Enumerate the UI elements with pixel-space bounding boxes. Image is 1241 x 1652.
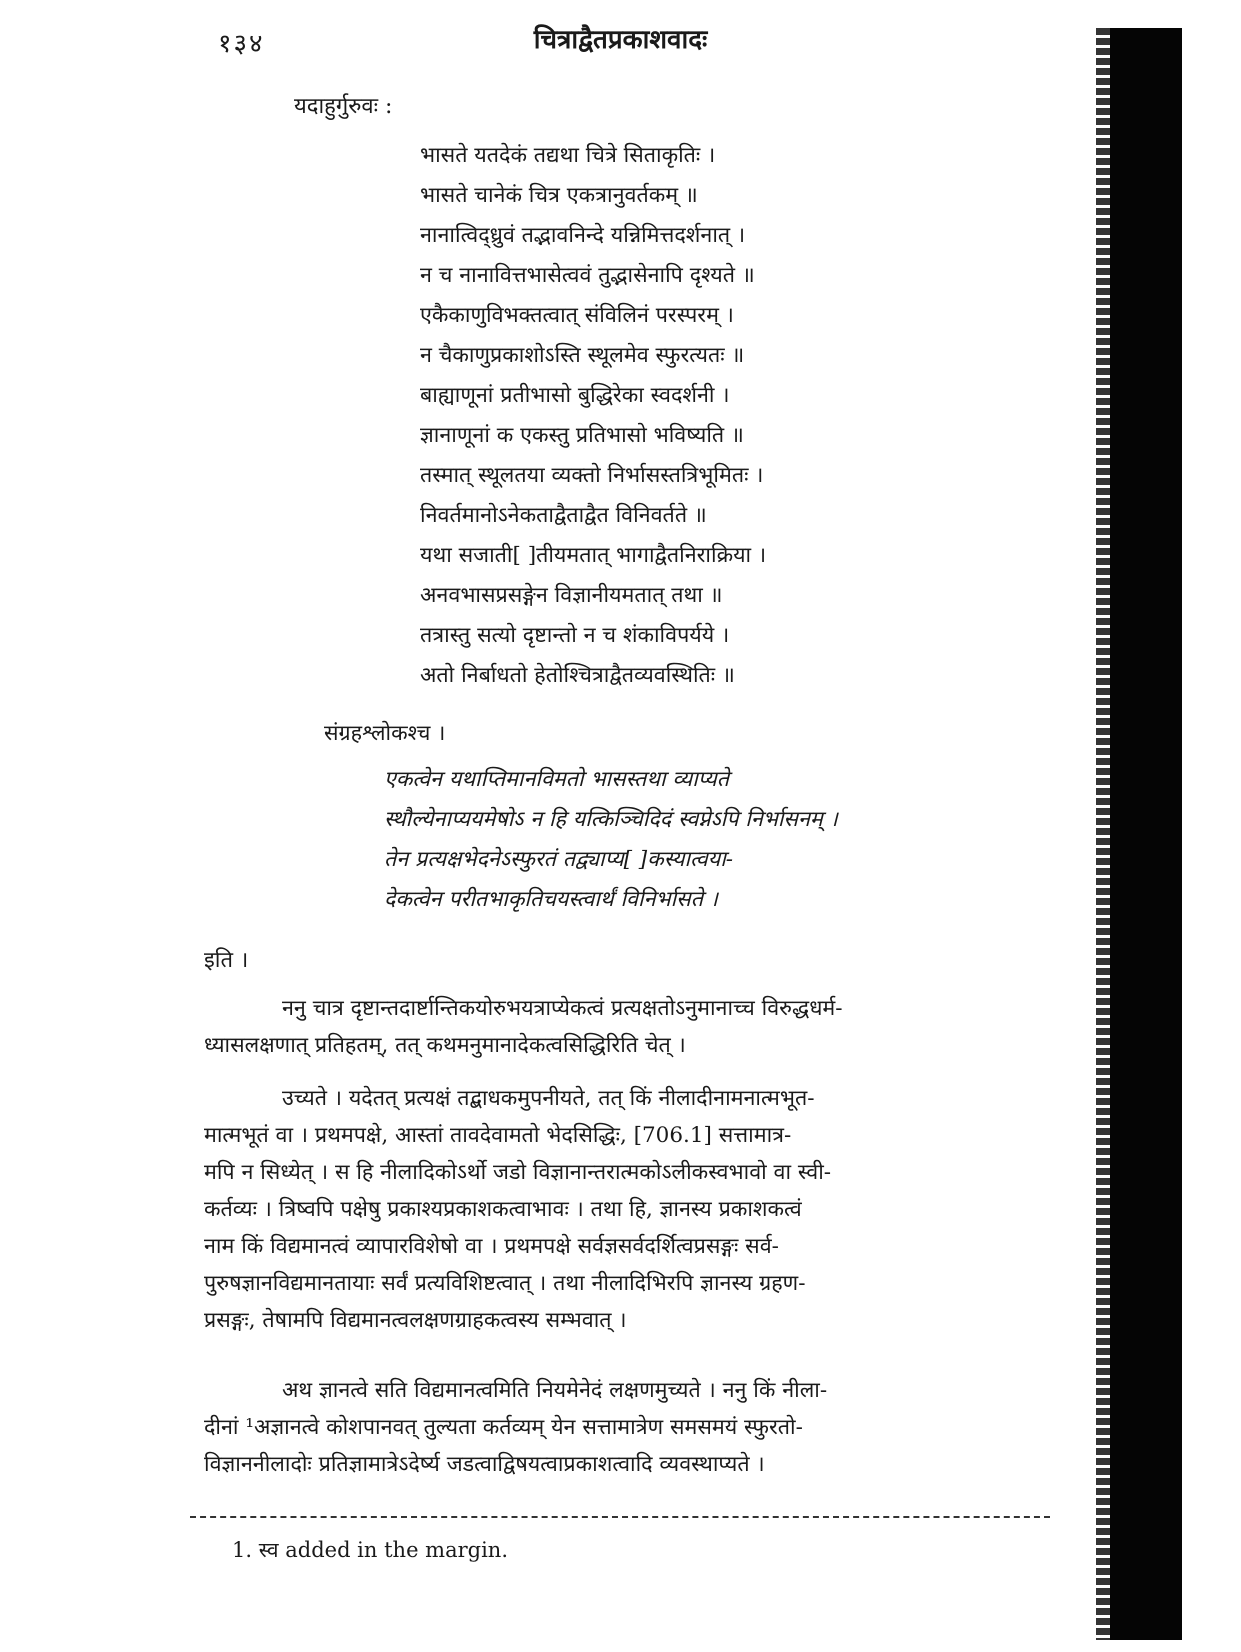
running-head: चित्राद्वैतप्रकाशवादः (533, 25, 708, 55)
verse-line: यथा सजाती[ ]तीयमतात् भागाद्वैतनिराक्रिया । (420, 543, 767, 568)
verse-line: नानात्विद्ध्रुवं तद्भावनिन्दे यन्निमित्तदर्शनात् । (420, 223, 746, 248)
verse-line: निवर्तमानोऽनेकताद्वैताद्वैत विनिवर्तते ॥ (420, 503, 707, 528)
prose-line: कर्तव्यः । त्रिष्वपि पक्षेषु प्रकाश्यप्रकाशकत्वाभावः । तथा हि, ज्ञानस्य प्रकाशकत्वं (204, 1197, 802, 1222)
paragraph-3 (204, 1372, 1082, 1483)
prose-line: प्रसङ्गः, तेषामपि विद्यमानत्वलक्षणग्राहकत्वस्य सम्भवात् । (204, 1308, 627, 1333)
verse-block (420, 136, 766, 696)
verse-line: तस्मात् स्थूलतया व्यक्तो निर्भासस्तत्रिभूमितः । (420, 463, 764, 488)
verse-line: बाह्याणूनां प्रतीभासो बुद्धिरेका स्वदर्शनी । (420, 383, 730, 408)
prose-line: विज्ञाननीलादोः प्रतिज्ञामात्रेऽदेर्ष्य जडत्वाद्विषयत्वाप्रकाशत्वादि व्यवस्थाप्यते । (204, 1452, 765, 1477)
scan-binding-shadow (1110, 28, 1182, 1640)
prose-line: नाम किं विद्यमानत्वं व्यापारविशेषो वा । प्रथमपक्षे सर्वज्ञसर्वदर्शित्वप्रसङ्गः सर्व- (204, 1234, 779, 1259)
verse-line: अतो निर्बाधतो हेतोश्चित्राद्वैतव्यवस्थितिः ॥ (420, 663, 735, 688)
verse-line: तत्रास्तु सत्यो दृष्टान्तो न च शंकाविपर्यये । (420, 623, 730, 648)
prose-line: अथ ज्ञानत्वे सति विद्यमानत्वमिति नियमेनेदं लक्षणमुच्यते । ननु किं नीला- (282, 1378, 828, 1403)
verse-line: न च नानावित्तभासेत्ववं तुद्भासेनापि दृश्यते ॥ (420, 263, 755, 288)
prose-line: ध्यासलक्षणात् प्रतिहतम्, तत् कथमनुमानादेकत्वसिद्धिरिति चेत् । (204, 1033, 686, 1058)
verse-line: भासते यतदेकं तद्यथा चित्रे सिताकृतिः । (420, 143, 716, 168)
summary-verse-line: देकत्वेन परीतभाकृतिचयस्त्वार्थं विनिर्भासते । (384, 887, 718, 912)
page-number: १३४ (218, 29, 265, 59)
summary-verse-line: एकत्वेन यथाप्तिमानविमतो भासस्तथा व्याप्यते (384, 767, 730, 792)
footnote-rule (190, 1516, 1050, 1518)
footnote: 1. स्व added in the margin. (232, 1538, 508, 1562)
paragraph-2 (204, 1080, 1082, 1339)
prose-line: मात्मभूतं वा । प्रथमपक्षे, आस्तां तावदेवामतो भेदसिद्धिः, [706.1] सत्तामात्र- (204, 1123, 792, 1148)
prose-line: मपि न सिध्येत् । स हि नीलादिकोऽर्थो जडो विज्ञानान्तरात्मकोऽलीकस्वभावो वा स्वी- (204, 1160, 832, 1185)
summary-verse-line: तेन प्रत्यक्षभेदनेऽस्फुरतं तद्व्याप्य[ ]कस्यात्वया- (384, 847, 734, 872)
iti-marker: इति । (204, 948, 249, 973)
summary-verse-block (384, 760, 838, 920)
prose-line: ननु चात्र दृष्टान्तदार्ष्टान्तिकयोरुभयत्राप्येकत्वं प्रत्यक्षतोऽनुमानाच्च विरुद्धधर्म- (282, 996, 843, 1021)
prose-line: पुरुषज्ञानविद्यमानतायाः सर्वं प्रत्यविशिष्टत्वात् । तथा नीलादिभिरपि ज्ञानस्य ग्रहण- (204, 1271, 806, 1296)
verse-line: एकैकाणुविभक्तत्वात् संविलिनं परस्परम् । (420, 303, 734, 328)
verse-line: अनवभासप्रसङ्गेन विज्ञानीयमतात् तथा ॥ (420, 583, 723, 608)
verse-line: न चैकाणुप्रकाशोऽस्ति स्थूलमेव स्फुरत्यतः ॥ (420, 343, 745, 368)
sangraha-heading: संग्रहश्लोकश्च । (324, 721, 446, 746)
paragraph-1 (204, 990, 1082, 1064)
prose-line: दीनां ¹अज्ञानत्वे कोशपानवत् तुल्यता कर्तव्यम् येन सत्तामात्रेण समसमयं स्फुरतो- (204, 1415, 803, 1440)
summary-verse-line: स्थौल्येनाप्ययमेषोऽ न हि यत्किञ्चिदिदं स्वप्नेऽपि निर्भासनम् । (384, 807, 838, 832)
verse-line: ज्ञानाणूनां क एकस्तु प्रतिभासो भविष्यति ॥ (420, 423, 744, 448)
intro-line: यदाहुर्गुरुवः : (294, 94, 393, 119)
prose-line: उच्यते । यदेतत् प्रत्यक्षं तद्बाधकमुपनीयते, तत् किं नीलादीनामनात्मभूत- (282, 1086, 815, 1111)
verse-line: भासते चानेकं चित्र एकत्रानुवर्तकम् ॥ (420, 183, 698, 208)
